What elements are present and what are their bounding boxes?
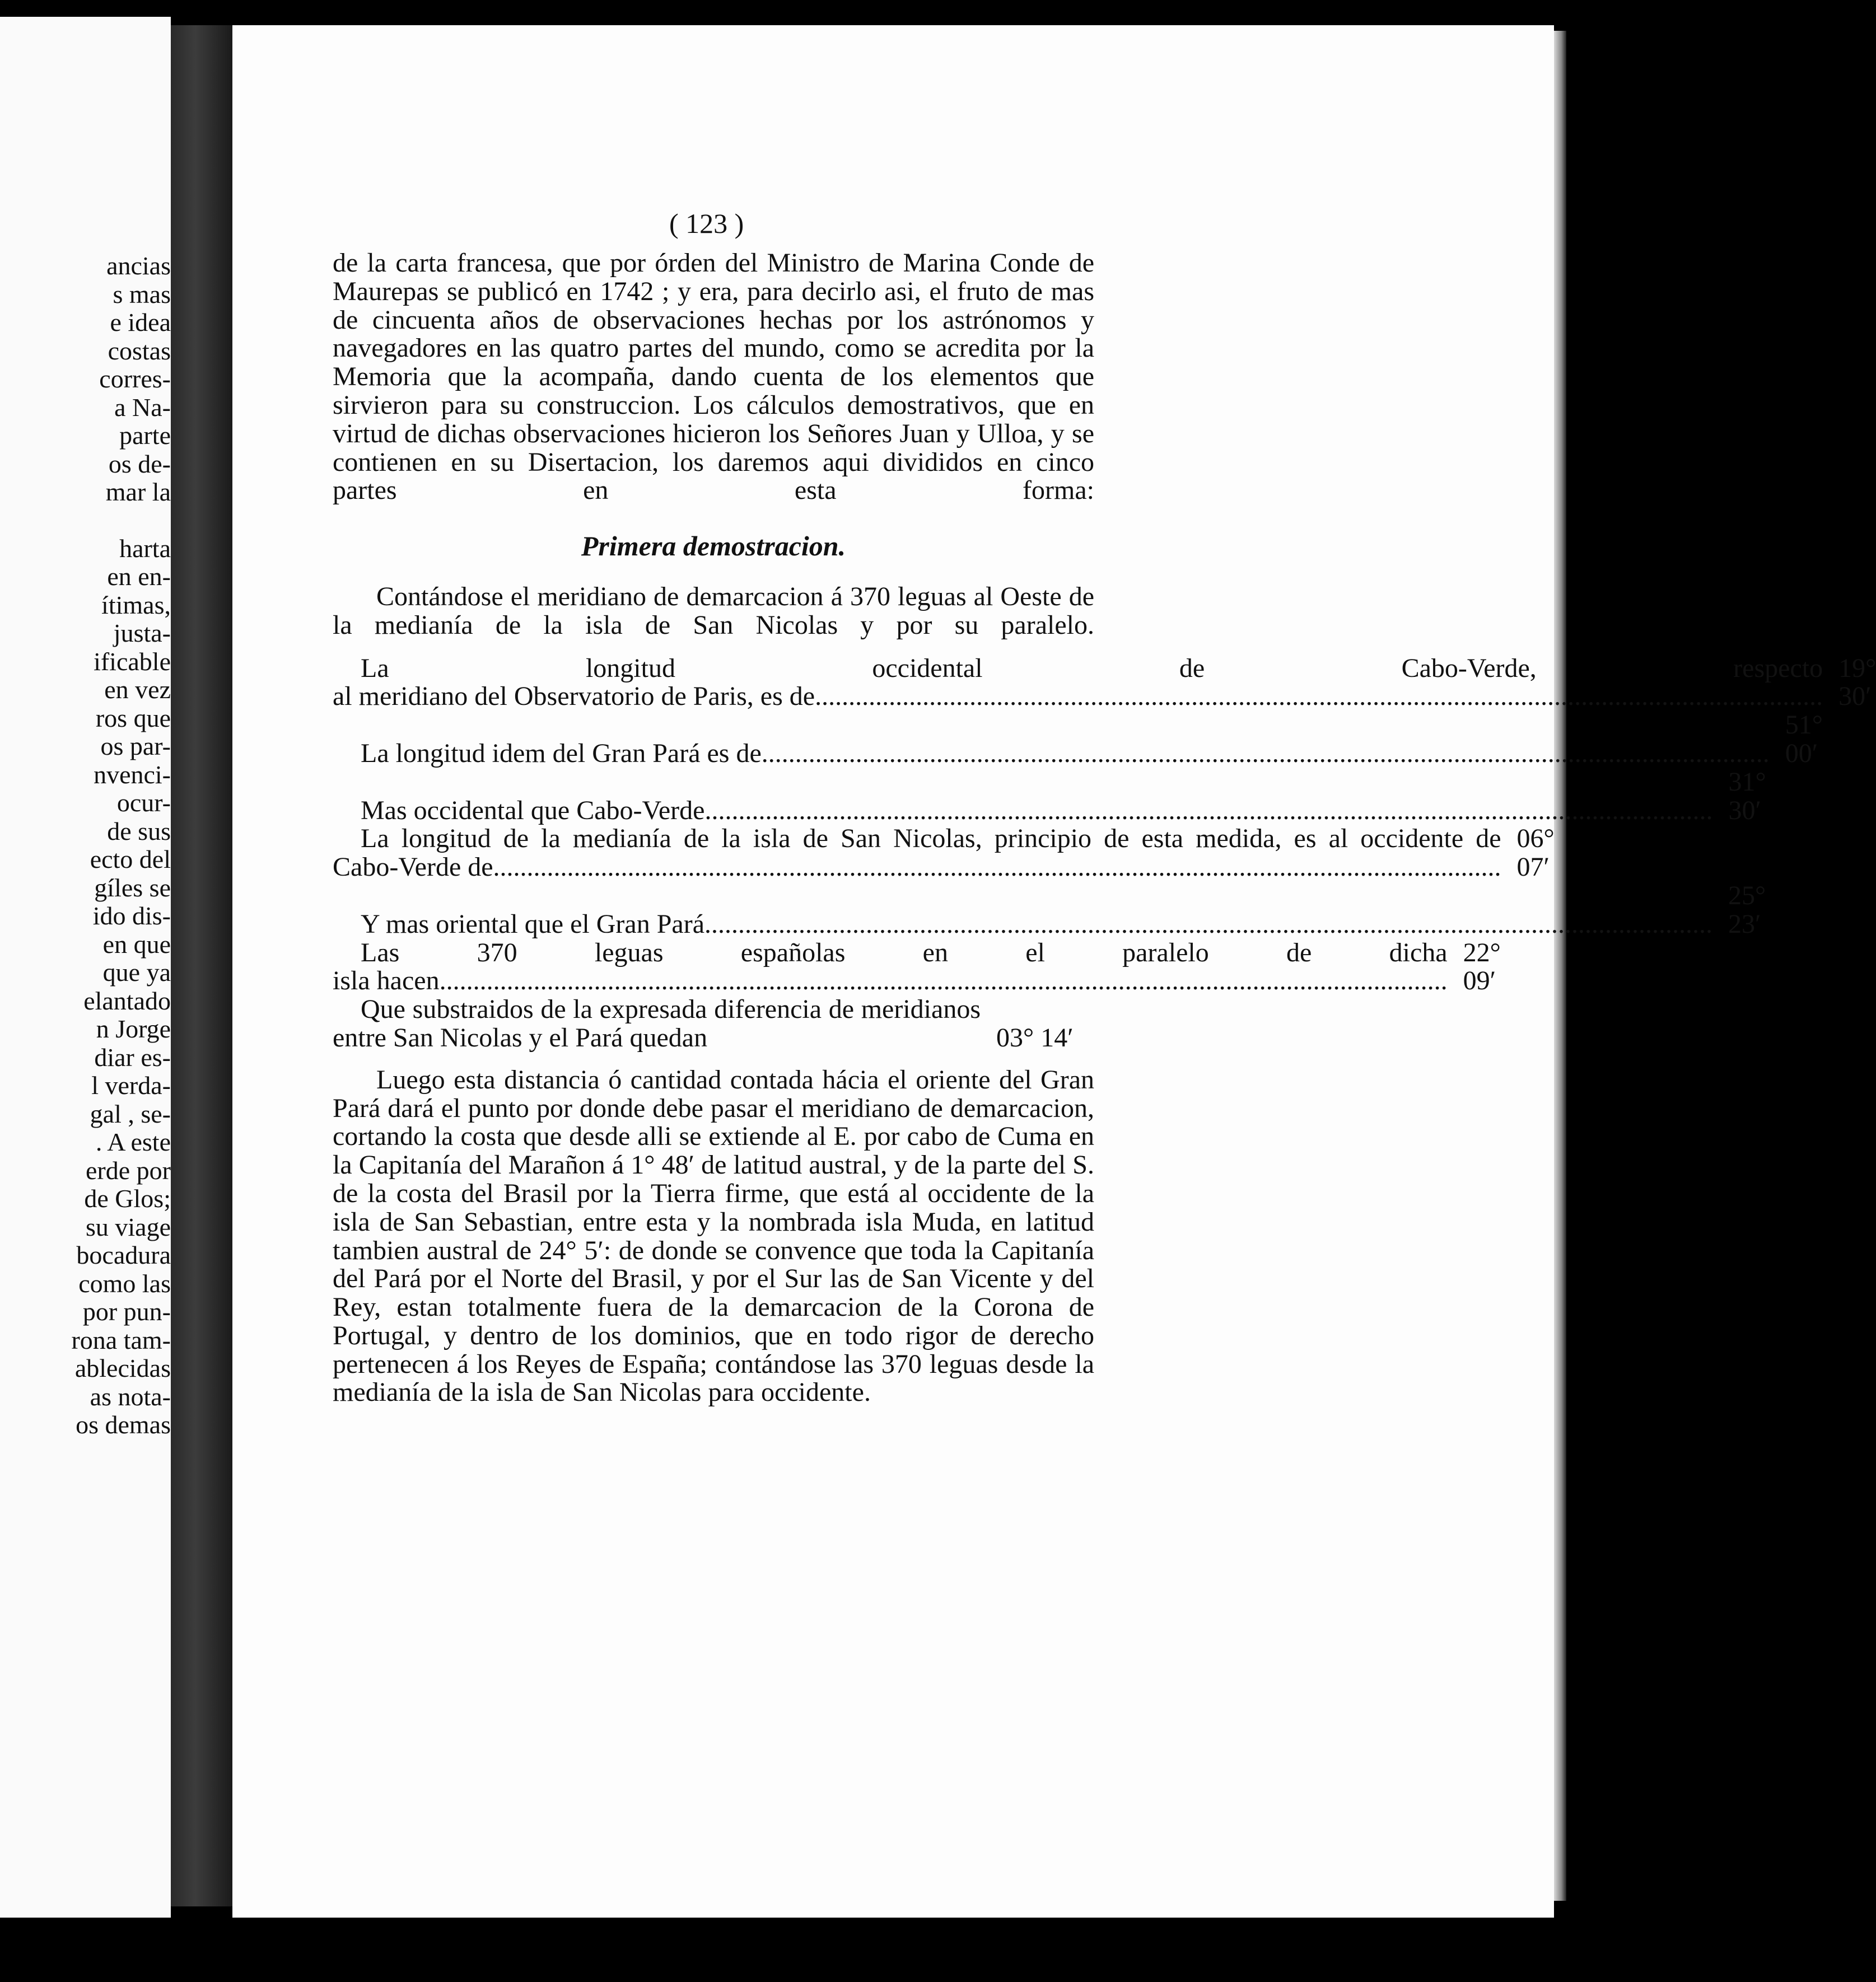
left-line-fragment: e idea <box>110 308 171 336</box>
row-lead: Que substraidos de la expresada diferencia de meridianos entre San Nicolas y el Pará quedan <box>333 994 981 1053</box>
table-row <box>333 824 1555 882</box>
opening-paragraph: de la carta francesa, que por órden del Ministro de Marina Conde de Maurepas se publicó en 1742 ; y era, para decirlo asi, el fruto de mas de cincuenta años de observaciones hechas por los astrónomos y navegadores en las quatro partes del mundo, como se acredita por la Memoria que la acompaña, dando cuenta de los elementos que sirvieron para su construccion. Los cálculos demostrativos, que en virtud de dichas observaciones hicieron los Señores Juan y Ulloa, y se contienen en su Disertacion, los daremos aqui divididos en cinco partes en esta forma: <box>333 248 1094 506</box>
left-line-fragment: bocadura <box>76 1241 171 1269</box>
table-row <box>333 995 1094 1053</box>
left-line-fragment: por pun- <box>82 1297 171 1326</box>
row-value: 06° 07′ <box>1516 824 1555 882</box>
left-line-fragment: corres- <box>99 364 171 393</box>
left-line-fragment: su viage <box>85 1212 171 1241</box>
table-row <box>333 653 1876 712</box>
row-label: Y mas oriental que el Gran Pará <box>361 909 704 939</box>
page-body <box>333 248 1876 1434</box>
facing-left-page <box>0 17 171 1918</box>
left-page-text <box>71 252 171 1439</box>
row-lead: La longitud de la medianía de la isla de San Nicolas, principio de esta medida, es al occidente de <box>361 824 1501 854</box>
left-line-fragment: rona tam- <box>71 1325 171 1354</box>
left-line-fragment: ido dis- <box>92 901 171 930</box>
left-line-fragment: mar la <box>105 478 171 506</box>
row-value: 25° 23′ <box>1728 880 1766 939</box>
left-line-fragment: l verda- <box>91 1071 171 1100</box>
left-line-fragment: en en- <box>107 562 171 591</box>
left-line-fragment: ablecidas <box>74 1354 171 1382</box>
left-line-fragment: ificable <box>94 647 171 676</box>
row-label: isla hacen <box>333 966 440 996</box>
left-line-fragment: nvenci- <box>94 760 171 789</box>
left-line-fragment: diar es- <box>94 1043 171 1072</box>
left-line-fragment: s mas <box>113 279 171 308</box>
left-line-fragment: parte <box>119 421 171 450</box>
left-line-fragment: gal , se- <box>90 1099 171 1128</box>
table-row <box>333 766 1766 825</box>
left-line-fragment: elantado <box>83 986 171 1015</box>
row-value: 22° 09′ <box>1463 937 1501 996</box>
row-value: 31° 30′ <box>1728 766 1766 825</box>
left-line-fragment: costas <box>108 336 171 365</box>
left-line-fragment: en vez <box>104 675 171 704</box>
table-row <box>333 710 1823 768</box>
left-line-fragment: justa- <box>113 619 171 647</box>
row-label: La longitud idem del Gran Pará es de <box>361 738 762 768</box>
left-line-fragment: de Glos; <box>84 1184 171 1213</box>
left-line-fragment: ítimas, <box>101 590 171 619</box>
intro-paragraph: Contándose el meridiano de demarcacion á 370 leguas al Oeste de la medianía de la isla de San Nicolas y por su paralelo. <box>333 581 1094 640</box>
left-line-fragment: erde por <box>86 1156 171 1185</box>
left-line-fragment: ancias <box>106 251 171 280</box>
left-line-fragment: n Jorge <box>96 1015 171 1043</box>
row-value: 51° 00′ <box>1785 710 1823 768</box>
left-line-fragment: ecto del <box>90 845 171 873</box>
book-gutter <box>171 25 232 1906</box>
left-line-fragment: en que <box>102 929 171 959</box>
row-lead: La longitud occidental de Cabo-Verde, respecto <box>361 653 1823 683</box>
row-value: 03° 14′ <box>996 1022 1074 1053</box>
page-edge <box>1554 31 1566 1901</box>
left-line-fragment: gíles se <box>94 873 171 902</box>
left-line-fragment: ocur- <box>116 788 171 817</box>
row-lead: Las 370 leguas españolas en el paralelo de dicha <box>361 937 1448 967</box>
left-line-fragment: . A este <box>95 1128 171 1156</box>
row-label: Mas occidental que Cabo-Verde <box>361 795 705 825</box>
row-label: Cabo-Verde de <box>333 852 493 882</box>
table-row <box>333 880 1766 939</box>
row-label: al meridiano del Observatorio de Paris, es de <box>333 681 815 712</box>
longitude-table <box>333 653 1876 1053</box>
left-line-fragment: os de- <box>108 449 171 478</box>
left-line-fragment: como las <box>78 1269 171 1298</box>
page-number: ( 123 ) <box>669 208 744 239</box>
closing-paragraph: Luego esta distancia ó cantidad contada hácia el oriente del Gran Pará dará el punto por donde debe pasar el meridiano de demarcacion, cortando la costa que desde alli se extiende al E. por cabo de Cuma en la Capitanía del Marañon á 1° 48′ de latitud austral, y de la parte del S. de la costa del Brasil por la Tierra firme, que está al occidente de la isla de San Sebastian, entre esta y la nombrada isla Muda, en latitud tambien austral de 24° 5′: de donde se convence que toda la Capitanía del Pará por el Norte del Brasil, y por el Sur las de San Vicente y del Rey, estan totalmente fuera de la demarcacion de la Corona de Portugal, y dentro de los dominios, que en todo rigor de derecho pertenecen á los Reyes de España; contándose las 370 leguas desde la medianía de la isla de San Nicolas para occidente. <box>333 1064 1094 1408</box>
row-value: 19° 30′ <box>1838 653 1876 712</box>
left-line-fragment: as nota- <box>90 1382 171 1411</box>
left-line-fragment: ros que <box>95 703 171 732</box>
left-line-fragment: a Na- <box>114 392 171 422</box>
left-line-fragment: harta <box>119 534 171 563</box>
section-heading: Primera demostracion. <box>581 530 846 562</box>
left-line-fragment: de sus <box>107 816 171 845</box>
left-line-fragment: que ya <box>102 958 171 987</box>
left-line-fragment: os demas <box>76 1410 171 1439</box>
table-row <box>333 937 1501 996</box>
left-line-fragment: os par- <box>100 732 171 760</box>
